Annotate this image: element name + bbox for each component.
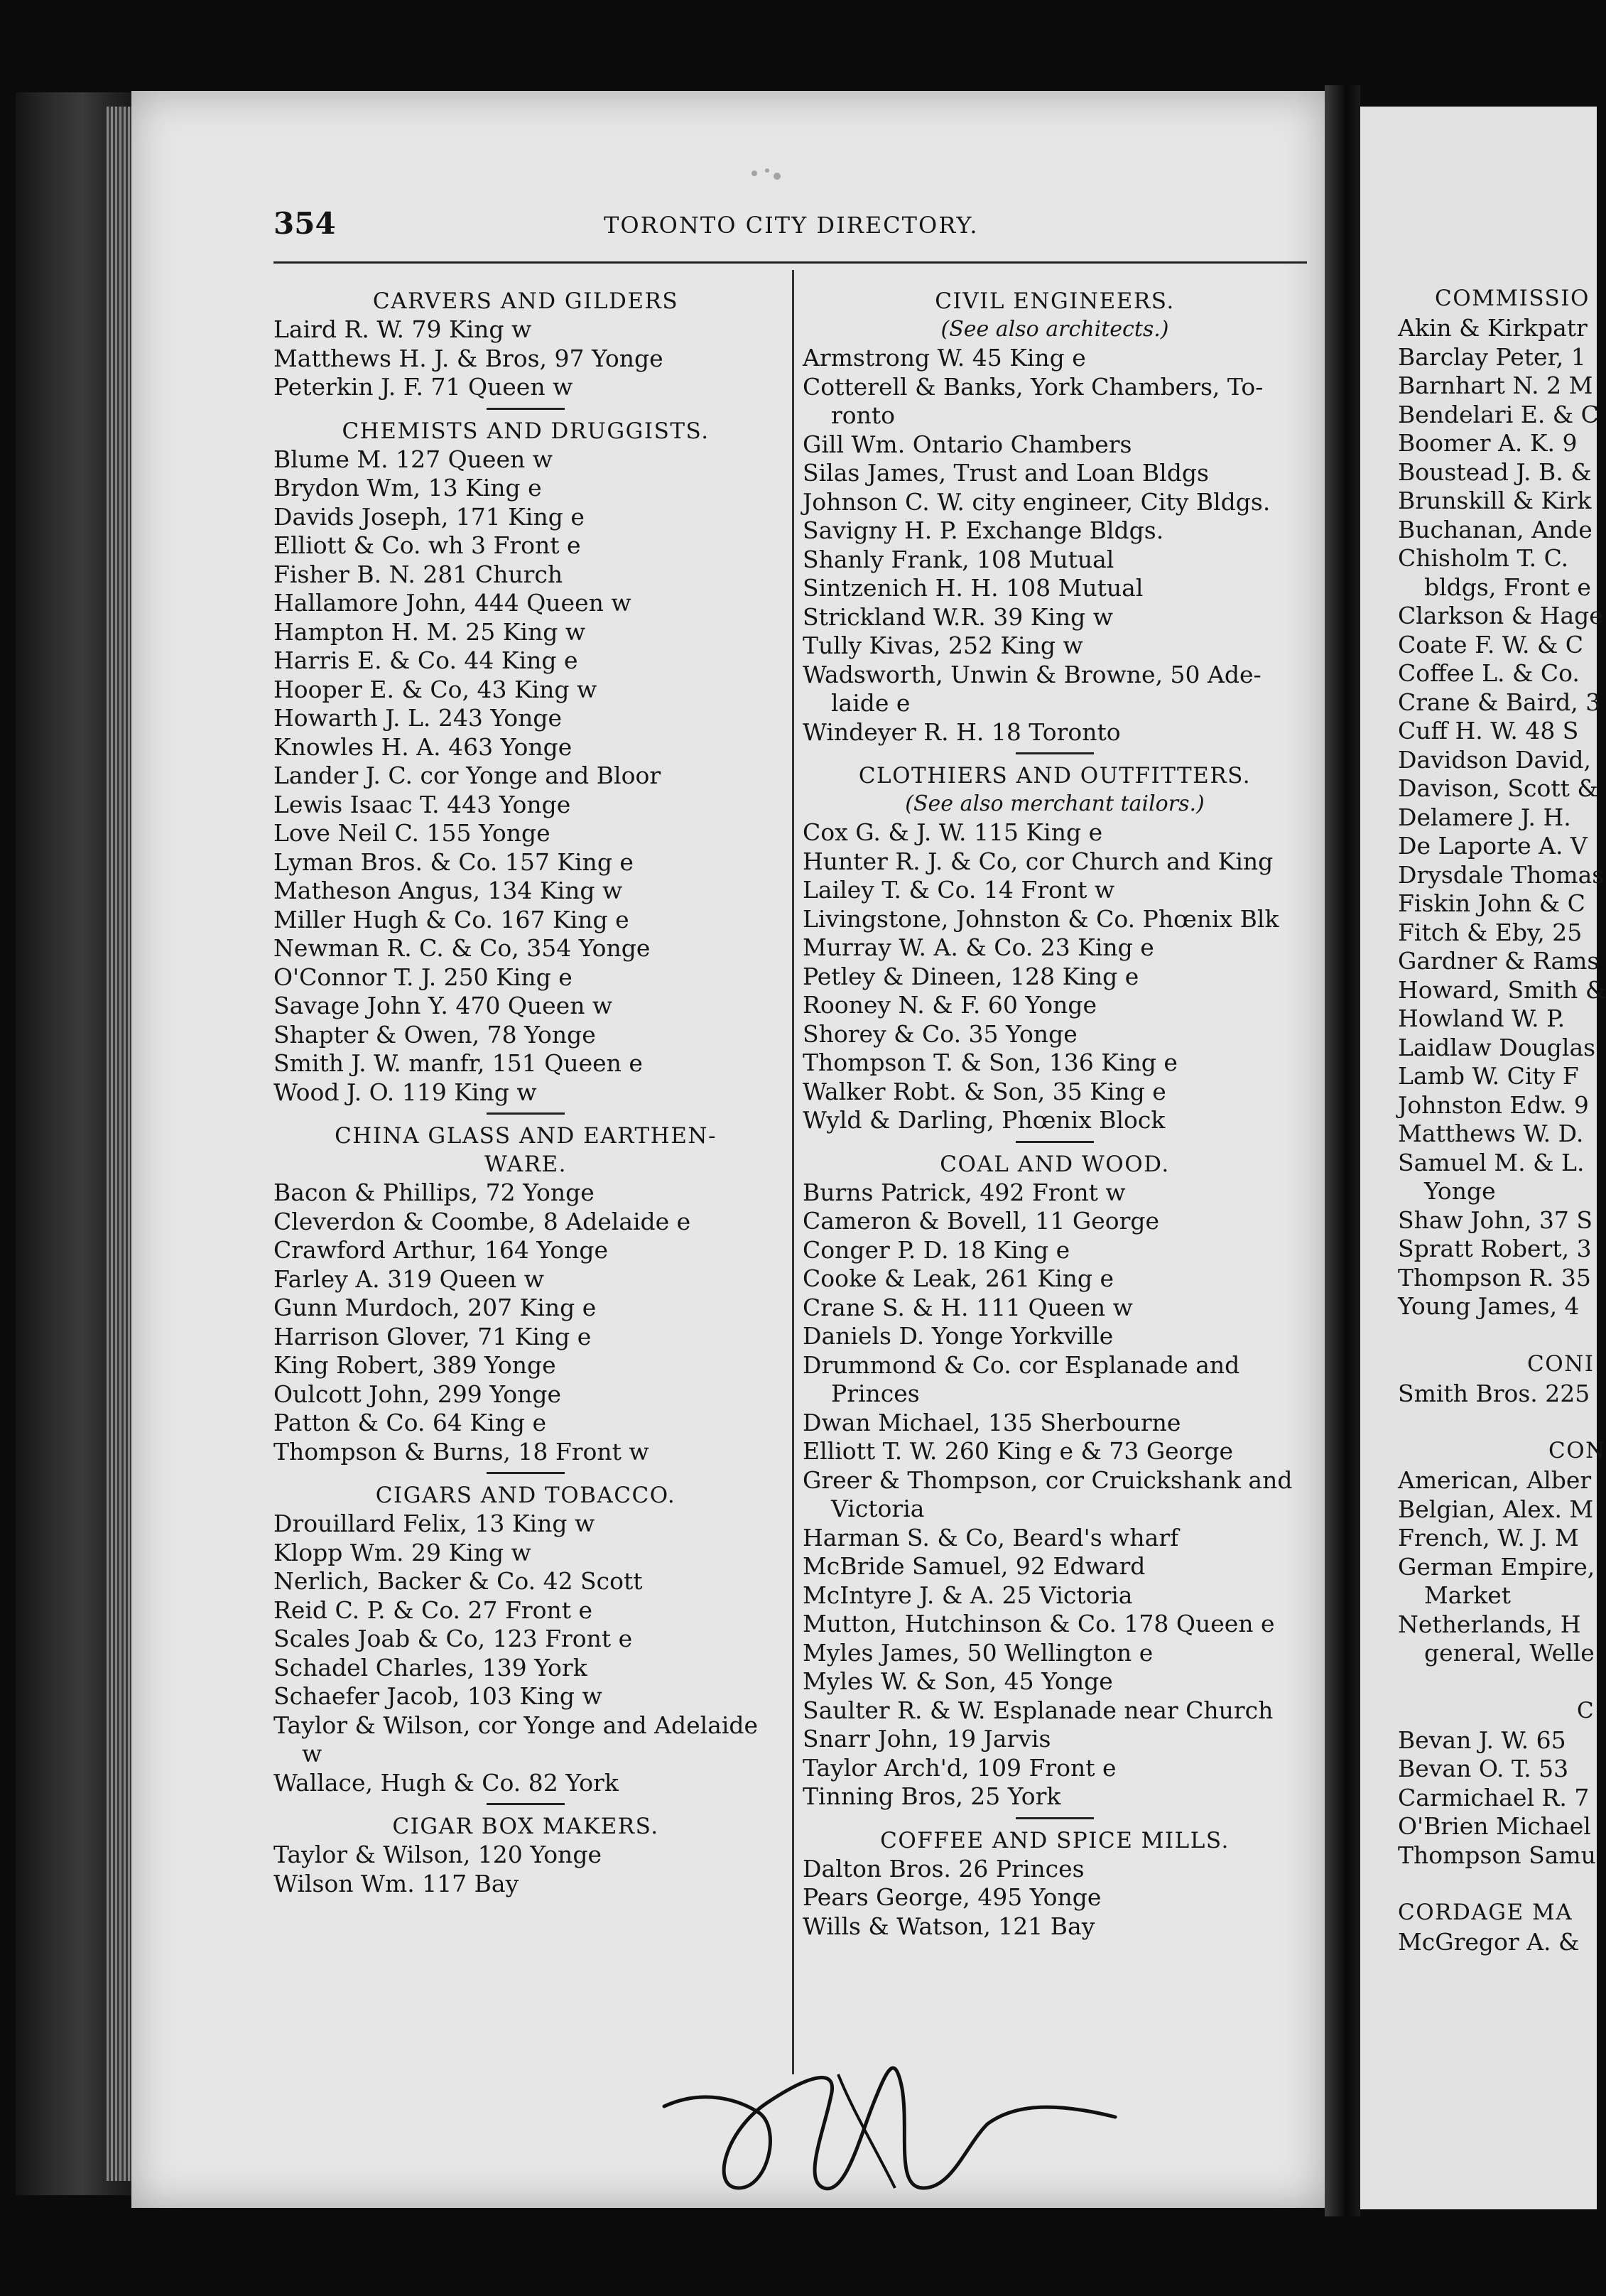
- directory-entry: Princes: [831, 1380, 920, 1407]
- see-also-text: (See also architects.): [940, 317, 1169, 342]
- directory-entry: Petley & Dineen, 128 King e: [803, 962, 1139, 990]
- directory-entry: Laird R. W. 79 King w: [273, 315, 532, 343]
- section-divider: [1016, 752, 1094, 754]
- directory-entry: ronto: [831, 401, 896, 429]
- next-page-entry: Belgian, Alex. M: [1398, 1495, 1594, 1523]
- right-column: [803, 287, 1307, 1941]
- next-page-entry: Davidson David,: [1398, 745, 1591, 774]
- directory-section: [273, 1112, 778, 1466]
- directory-entry: Hampton H. M. 25 King w: [273, 617, 586, 646]
- directory-entry: Knowles H. A. 463 Yonge: [273, 732, 573, 761]
- next-page-entry: Johnston Edw. 9: [1398, 1090, 1589, 1119]
- directory-entry: Savigny H. P. Exchange Bldgs.: [803, 516, 1164, 544]
- directory-section: [273, 1472, 778, 1797]
- directory-entry: Matheson Angus, 134 King w: [273, 877, 623, 904]
- directory-entry: Cox G. & J. W. 115 King e: [803, 818, 1103, 846]
- directory-entry: Lyman Bros. & Co. 157 King e: [273, 848, 634, 876]
- directory-section: [803, 1141, 1307, 1812]
- next-page-entry: Coffee L. & Co.: [1398, 659, 1580, 687]
- section-divider: [487, 1803, 565, 1805]
- page-header: [273, 206, 1303, 256]
- directory-section: [273, 287, 778, 402]
- directory-entry: Taylor & Wilson, 120 Yonge: [273, 1841, 602, 1868]
- directory-entry: Brydon Wm, 13 King e: [273, 474, 542, 502]
- see-also-note: [803, 315, 1307, 344]
- section-heading: COFFEE AND SPICE MILLS.: [880, 1827, 1230, 1853]
- next-page-entry: Young James, 4: [1398, 1292, 1580, 1320]
- next-page-entry: Akin & Kirkpatr: [1398, 314, 1588, 342]
- next-page-entry: Matthews W. D.: [1398, 1120, 1584, 1147]
- column-divider: [792, 270, 794, 2074]
- directory-entry: Wallace, Hugh & Co. 82 York: [273, 1768, 619, 1797]
- directory-entry: Snarr John, 19 Jarvis: [803, 1725, 1051, 1753]
- section-heading: CARVERS AND GILDERS: [372, 288, 679, 314]
- section-divider: [487, 1112, 565, 1115]
- directory-entry: Matthews H. J. & Bros, 97 Yonge: [273, 344, 663, 372]
- directory-entry: Saulter R. & W. Esplanade near Church: [803, 1696, 1274, 1724]
- directory-entry: Strickland W.R. 39 King w: [803, 602, 1114, 631]
- directory-entry: Armstrong W. 45 King e: [803, 344, 1086, 372]
- book-gutter: [1325, 85, 1360, 2216]
- directory-entry: Harrison Glover, 71 King e: [273, 1322, 592, 1350]
- directory-entry: Klopp Wm. 29 King w: [273, 1538, 531, 1566]
- directory-entry: Walker Robt. & Son, 35 King e: [803, 1077, 1166, 1105]
- directory-entry: Taylor & Wilson, cor Yonge and Adelaide: [273, 1711, 759, 1739]
- directory-entry: Myles James, 50 Wellington e: [803, 1638, 1154, 1667]
- directory-entry: Harman S. & Co, Beard's wharf: [803, 1523, 1179, 1552]
- directory-section: [803, 287, 1307, 747]
- next-page-entry: O'Brien Michael: [1398, 1812, 1591, 1840]
- left-column: [273, 287, 778, 1898]
- header-rule: [273, 261, 1307, 264]
- next-page-entry: Barclay Peter, 1: [1398, 342, 1586, 371]
- next-page-heading: COMMISSIO: [1435, 286, 1590, 311]
- directory-entry: Taylor Arch'd, 109 Front e: [803, 1753, 1117, 1782]
- page-number: 354: [273, 206, 336, 241]
- scan-smudge: [746, 163, 788, 185]
- next-page-entry: Fiskin John & C: [1398, 889, 1585, 917]
- next-page-entry: Shaw John, 37 S: [1398, 1206, 1593, 1234]
- directory-entry: Gunn Murdoch, 207 King e: [273, 1294, 597, 1321]
- directory-entry: Burns Patrick, 492 Front w: [803, 1178, 1126, 1206]
- directory-entry: Tully Kivas, 252 King w: [803, 632, 1083, 659]
- next-page-entry: Samuel M. & L.: [1398, 1148, 1585, 1176]
- directory-entry: Hallamore John, 444 Queen w: [273, 589, 631, 617]
- directory-entry: Dalton Bros. 26 Princes: [803, 1854, 1085, 1883]
- next-page-entry: American, Alber: [1398, 1466, 1592, 1494]
- next-page-entry: Netherlands, H: [1398, 1610, 1581, 1638]
- next-page-entry: Coate F. W. & C: [1398, 630, 1584, 659]
- directory-entry: Scales Joab & Co, 123 Front e: [273, 1625, 633, 1652]
- directory-entry: Thompson T. & Son, 136 King e: [803, 1049, 1178, 1076]
- directory-entry: Sintzenich H. H. 108 Mutual: [803, 574, 1144, 602]
- directory-entry: Wyld & Darling, Phœnix Block: [803, 1106, 1166, 1134]
- directory-entry: Thompson & Burns, 18 Front w: [273, 1437, 649, 1466]
- next-page-entry: McGregor A. &: [1398, 1928, 1580, 1956]
- directory-section: [273, 408, 778, 1108]
- directory-entry: Miller Hugh & Co. 167 King e: [273, 905, 629, 933]
- directory-entry: Wadsworth, Unwin & Browne, 50 Ade-: [803, 660, 1262, 688]
- directory-entry: Hunter R. J. & Co, cor Church and King: [803, 847, 1274, 875]
- next-page-entry: Bevan O. T. 53: [1398, 1755, 1569, 1782]
- section-divider: [1016, 1817, 1094, 1819]
- directory-entry: Shorey & Co. 35 Yonge: [803, 1019, 1078, 1048]
- next-page-entry: Cuff H. W. 48 S: [1398, 717, 1579, 744]
- directory-entry: Love Neil C. 155 Yonge: [273, 819, 550, 847]
- directory-entry: Harris E. & Co. 44 King e: [273, 646, 578, 674]
- directory-entry: McBride Samuel, 92 Edward: [803, 1552, 1146, 1580]
- next-page-heading: C: [1577, 1697, 1595, 1723]
- next-page-entry: Laidlaw Douglas: [1398, 1033, 1596, 1061]
- directory-entry: Tinning Bros, 25 York: [803, 1782, 1061, 1810]
- directory-entry: Daniels D. Yonge Yorkville: [803, 1322, 1114, 1350]
- next-page-entry: Delamere J. H.: [1398, 803, 1571, 831]
- directory-entry: laide e: [831, 689, 911, 717]
- next-page-entry: Davison, Scott &: [1398, 774, 1598, 802]
- directory-entry: Schadel Charles, 139 York: [273, 1653, 587, 1682]
- directory-entry: Peterkin J. F. 71 Queen w: [273, 373, 573, 401]
- directory-entry: Silas James, Trust and Loan Bldgs: [803, 459, 1209, 487]
- section-divider: [487, 408, 565, 410]
- directory-entry: Shapter & Owen, 78 Yonge: [273, 1020, 596, 1049]
- next-page-heading: CONI: [1527, 1350, 1595, 1377]
- directory-entry: Livingstone, Johnston & Co. Phœnix Blk: [803, 904, 1279, 933]
- directory-entry: Elliott T. W. 260 King e & 73 George: [803, 1437, 1234, 1465]
- directory-entry: Cameron & Bovell, 11 George: [803, 1207, 1160, 1235]
- directory-entry: Conger P. D. 18 King e: [803, 1235, 1070, 1264]
- directory-entry: Lander J. C. cor Yonge and Bloor: [273, 762, 661, 789]
- see-also-note: [803, 790, 1307, 818]
- directory-entry: Greer & Thompson, cor Cruickshank and: [803, 1466, 1293, 1494]
- directory-section: [803, 752, 1307, 1135]
- directory-entry: Howarth J. L. 243 Yonge: [273, 704, 563, 732]
- directory-entry: Lewis Isaac T. 443 Yonge: [273, 790, 571, 818]
- directory-entry: Wills & Watson, 121 Bay: [803, 1912, 1095, 1940]
- directory-entry: Elliott & Co. wh 3 Front e: [273, 531, 581, 559]
- section-heading: CHINA GLASS AND EARTHEN-: [335, 1123, 717, 1149]
- directory-entry: Patton & Co. 64 King e: [273, 1409, 546, 1436]
- next-page-entry: Howard, Smith &: [1398, 975, 1606, 1004]
- directory-entry: Gill Wm. Ontario Chambers: [803, 430, 1132, 458]
- directory-entry: Wilson Wm. 117 Bay: [273, 1869, 519, 1897]
- next-page-entry: Fitch & Eby, 25: [1398, 918, 1583, 946]
- section-heading: CIGAR BOX MAKERS.: [392, 1814, 659, 1839]
- directory-entry: Cleverdon & Coombe, 8 Adelaide e: [273, 1207, 691, 1235]
- next-page-heading: CON: [1548, 1438, 1606, 1463]
- section-heading: CLOTHIERS AND OUTFITTERS.: [858, 763, 1252, 789]
- directory-entry: Drouillard Felix, 13 King w: [273, 1510, 595, 1537]
- section-heading-cont: WARE.: [484, 1152, 568, 1177]
- directory-entry: Reid C. P. & Co. 27 Front e: [273, 1596, 593, 1624]
- page-edges: [107, 107, 135, 2181]
- directory-entry: Mutton, Hutchinson & Co. 178 Queen e: [803, 1610, 1275, 1637]
- handwritten-signature: [661, 2046, 1200, 2202]
- next-page-entry: Buchanan, Ande: [1398, 515, 1593, 543]
- running-title: TORONTO CITY DIRECTORY.: [604, 212, 979, 239]
- next-page-entry: Boomer A. K. 9: [1398, 429, 1578, 457]
- next-page-entry: bldgs, Front e: [1424, 573, 1591, 601]
- directory-entry: Murray W. A. & Co. 23 King e: [803, 933, 1154, 961]
- directory-entry: Bacon & Phillips, 72 Yonge: [273, 1179, 595, 1206]
- directory-entry: Shanly Frank, 108 Mutual: [803, 545, 1114, 573]
- next-page-entry: Crane & Baird, 3: [1398, 688, 1601, 716]
- directory-entry: Victoria: [831, 1495, 925, 1522]
- next-page-entry: Chisholm T. C.: [1398, 544, 1569, 572]
- directory-entry: Blume M. 127 Queen w: [273, 445, 553, 473]
- directory-entry: Oulcott John, 299 Yonge: [273, 1380, 561, 1408]
- directory-entry: Newman R. C. & Co, 354 Yonge: [273, 934, 651, 962]
- section-divider: [1016, 1141, 1094, 1143]
- section-heading: CIGARS AND TOBACCO.: [375, 1483, 676, 1508]
- next-page-entry: Gardner & Rams: [1398, 947, 1600, 975]
- directory-entry: Crane S. & H. 111 Queen w: [803, 1293, 1133, 1321]
- directory-entry: Pears George, 495 Yonge: [803, 1883, 1102, 1911]
- directory-entry: Lailey T. & Co. 14 Front w: [803, 876, 1115, 904]
- directory-entry: Davids Joseph, 171 King e: [273, 502, 585, 531]
- directory-entry: Farley A. 319 Queen w: [273, 1265, 544, 1293]
- next-page-heading: CORDAGE MA: [1398, 1900, 1573, 1925]
- next-page-entry: Thompson R. 35: [1398, 1263, 1591, 1292]
- next-page-entry: Howland W. P.: [1398, 1004, 1566, 1032]
- section-divider: [487, 1472, 565, 1474]
- next-page-entry: Barnhart N. 2 M: [1398, 372, 1593, 399]
- next-page-entry: De Laporte A. V: [1398, 832, 1588, 860]
- next-page-entry: Bevan J. W. 65: [1398, 1726, 1566, 1754]
- see-also-text: (See also merchant tailors.): [905, 791, 1205, 816]
- directory-entry: Hooper E. & Co, 43 King w: [273, 675, 597, 703]
- directory-entry: Cotterell & Banks, York Chambers, To-: [803, 372, 1264, 401]
- directory-entry: Wood J. O. 119 King w: [273, 1078, 537, 1106]
- next-page-entry: Market: [1424, 1581, 1512, 1609]
- next-page-entry: Smith Bros. 225: [1398, 1379, 1590, 1407]
- next-page-entry: Bendelari E. & C: [1398, 400, 1599, 428]
- next-page-entry: German Empire,: [1398, 1552, 1595, 1581]
- next-page-entry: Brunskill & Kirk: [1398, 487, 1592, 514]
- directory-entry: O'Connor T. J. 250 King e: [273, 963, 573, 991]
- directory-entry: Nerlich, Backer & Co. 42 Scott: [273, 1567, 643, 1595]
- directory-entry: King Robert, 389 Yonge: [273, 1351, 556, 1379]
- section-heading: CHEMISTS AND DRUGGISTS.: [342, 418, 710, 444]
- directory-entry: w: [302, 1740, 322, 1767]
- directory-entry: Rooney N. & F. 60 Yonge: [803, 991, 1097, 1019]
- next-page-entry: Spratt Robert, 3: [1398, 1235, 1592, 1262]
- next-page-entry: Clarkson & Hage: [1398, 602, 1603, 629]
- next-page-entry: Carmichael R. 7: [1398, 1783, 1590, 1812]
- directory-entry: Windeyer R. H. 18 Toronto: [803, 718, 1121, 746]
- next-page-entry: Yonge: [1424, 1177, 1496, 1205]
- directory-entry: Johnson C. W. city engineer, City Bldgs.: [803, 487, 1271, 516]
- next-page-entry: French, W. J. M: [1398, 1524, 1579, 1552]
- section-heading: CIVIL ENGINEERS.: [935, 288, 1175, 314]
- next-page-entry: Drysdale Thomas: [1398, 860, 1605, 889]
- next-page-entry: general, Welle: [1424, 1639, 1595, 1667]
- directory-entry: Schaefer Jacob, 103 King w: [273, 1682, 602, 1710]
- directory-entry: Savage John Y. 470 Queen w: [273, 992, 613, 1019]
- next-page-entry: Lamb W. City F: [1398, 1062, 1579, 1090]
- directory-entry: McIntyre J. & A. 25 Victoria: [803, 1581, 1133, 1609]
- directory-entry: Fisher B. N. 281 Church: [273, 560, 563, 588]
- directory-section: [273, 1803, 778, 1898]
- next-page-entry: Boustead J. B. &: [1398, 457, 1592, 486]
- directory-entry: Crawford Arthur, 164 Yonge: [273, 1236, 609, 1264]
- directory-entry: Dwan Michael, 135 Sherbourne: [803, 1408, 1181, 1436]
- directory-section: [803, 1817, 1307, 1942]
- section-heading: COAL AND WOOD.: [940, 1151, 1170, 1177]
- directory-entry: Cooke & Leak, 261 King e: [803, 1265, 1114, 1292]
- directory-entry: Smith J. W. manfr, 151 Queen e: [273, 1049, 643, 1077]
- directory-entry: Myles W. & Son, 45 Yonge: [803, 1667, 1113, 1695]
- directory-entry: Drummond & Co. cor Esplanade and: [803, 1350, 1240, 1379]
- next-page-entry: Thompson Samu: [1398, 1841, 1596, 1869]
